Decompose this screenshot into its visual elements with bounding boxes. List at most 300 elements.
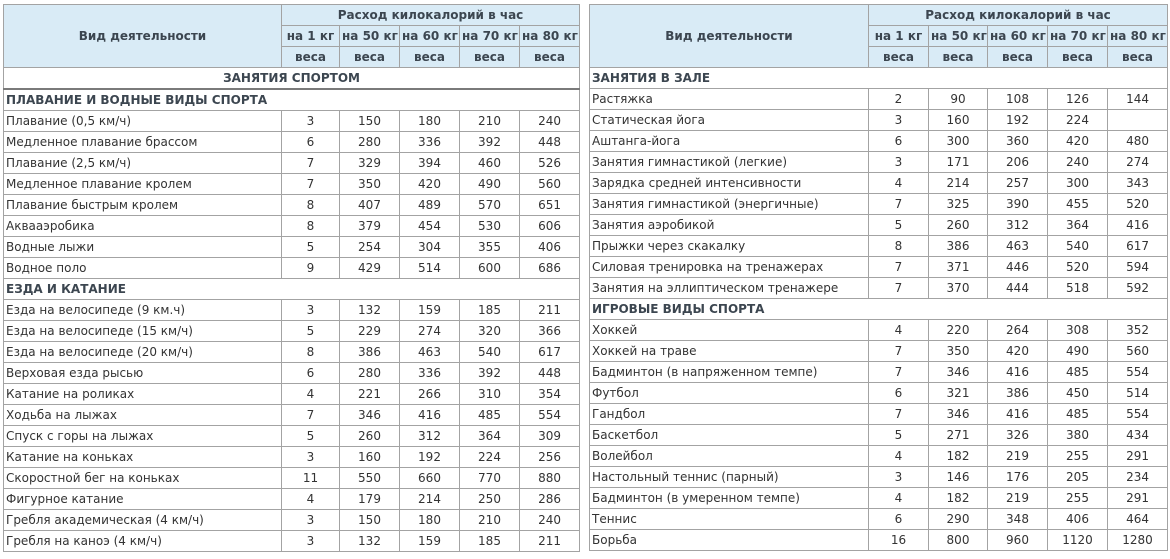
calorie-value: 264 [988,320,1048,341]
weight-header-unit: веса [1048,47,1108,68]
calorie-value: 617 [520,342,580,363]
calorie-value: 460 [460,153,520,174]
calorie-value: 550 [340,468,400,489]
table-row [590,362,1168,383]
calorie-value: 480 [1108,131,1168,152]
calorie-value: 1120 [1048,530,1108,551]
table-row [4,384,580,405]
activity-name: Баскетбол [590,425,869,446]
table-row [4,447,580,468]
calorie-value: 6 [869,131,929,152]
calorie-value: 343 [1108,173,1168,194]
calorie-value: 5 [869,425,929,446]
calorie-value: 346 [929,362,988,383]
section-heading-row [590,299,1168,320]
calorie-value: 8 [282,195,340,216]
activity-name: Медленное плавание брассом [4,132,282,153]
calories-column-header: Расход килокалорий в час [282,5,580,26]
calorie-value: 108 [988,89,1048,110]
table-row [4,468,580,489]
calorie-value: 686 [520,258,580,279]
table-row [590,509,1168,530]
calorie-value: 350 [929,341,988,362]
calorie-value: 8 [869,236,929,257]
calorie-value: 211 [520,531,580,552]
activity-name: Растяжка [590,89,869,110]
calorie-table-left [3,4,580,552]
calorie-value: 192 [400,447,460,468]
calorie-value: 221 [340,384,400,405]
section-heading: ЕЗДА И КАТАНИЕ [4,279,580,300]
activity-name: Аштанга-йога [590,131,869,152]
activity-name: Прыжки через скакалку [590,236,869,257]
calorie-value: 260 [340,426,400,447]
calorie-value: 560 [520,174,580,195]
activity-name: Катание на коньках [4,447,282,468]
calorie-value: 7 [869,362,929,383]
calorie-value: 4 [282,489,340,510]
calorie-value: 5 [869,215,929,236]
calorie-value: 3 [282,447,340,468]
calorie-value: 5 [282,321,340,342]
calorie-value: 463 [400,342,460,363]
calorie-value: 6 [282,132,340,153]
calorie-value: 336 [400,363,460,384]
activity-name: Верховая езда рысью [4,363,282,384]
section-heading-row [590,68,1168,89]
calorie-value: 420 [1048,131,1108,152]
calorie-value: 210 [460,510,520,531]
calorie-value: 518 [1048,278,1108,299]
calorie-value: 9 [282,258,340,279]
calorie-value: 416 [400,405,460,426]
weight-header: на 50 кг [340,26,400,47]
calorie-value: 444 [988,278,1048,299]
calorie-value: 554 [1108,404,1168,425]
calorie-value: 600 [460,258,520,279]
calorie-value: 7 [869,278,929,299]
calorie-value: 300 [929,131,988,152]
calorie-value: 291 [1108,488,1168,509]
calorie-value: 160 [929,110,988,131]
calorie-value: 219 [988,488,1048,509]
calorie-value: 540 [460,342,520,363]
table-row [590,320,1168,341]
calorie-value: 386 [929,236,988,257]
calorie-value: 185 [460,300,520,321]
table-title: ЗАНЯТИЯ СПОРТОМ [4,68,580,90]
calorie-value: 490 [1048,341,1108,362]
calorie-value: 394 [400,153,460,174]
weight-header: на 60 кг [988,26,1048,47]
calorie-value: 617 [1108,236,1168,257]
calorie-value: 386 [988,383,1048,404]
section-heading: ИГРОВЫЕ ВИДЫ СПОРТА [590,299,1168,320]
calorie-value: 366 [520,321,580,342]
calorie-value: 205 [1048,467,1108,488]
calorie-value: 370 [929,278,988,299]
calorie-value: 416 [988,362,1048,383]
table-row [4,405,580,426]
calorie-value: 570 [460,195,520,216]
calorie-value: 606 [520,216,580,237]
calorie-value: 463 [988,236,1048,257]
calorie-value: 304 [400,237,460,258]
table-row [590,110,1168,131]
calorie-value: 380 [1048,425,1108,446]
activity-name: Катание на роликах [4,384,282,405]
calorie-value: 416 [1108,215,1168,236]
table-row [4,132,580,153]
table-row [4,216,580,237]
calorie-value: 325 [929,194,988,215]
calorie-value: 448 [520,132,580,153]
calorie-value: 346 [929,404,988,425]
table-row [4,237,580,258]
weight-header-unit: веса [460,47,520,68]
table-row [4,489,580,510]
calorie-value: 3 [282,510,340,531]
calorie-value: 310 [460,384,520,405]
table-row [4,342,580,363]
calorie-table-right [589,4,1168,551]
weight-header: на 1 кг [869,26,929,47]
calorie-value: 185 [460,531,520,552]
calorie-value: 308 [1048,320,1108,341]
table-row [590,89,1168,110]
calorie-value: 530 [460,216,520,237]
calorie-value: 7 [282,405,340,426]
calorie-value: 250 [460,489,520,510]
calorie-value: 554 [1108,362,1168,383]
calorie-value: 182 [929,488,988,509]
calorie-value: 485 [1048,404,1108,425]
weight-header: на 1 кг [282,26,340,47]
weight-header-unit: веса [988,47,1048,68]
calorie-value: 254 [340,237,400,258]
calorie-value: 309 [520,426,580,447]
table-row [590,278,1168,299]
activity-name: Гребля академическая (4 км/ч) [4,510,282,531]
calorie-value: 336 [400,132,460,153]
activity-name: Хоккей [590,320,869,341]
activity-name: Занятия на эллиптическом тренажере [590,278,869,299]
calorie-value: 355 [460,237,520,258]
calorie-value: 429 [340,258,400,279]
calorie-value: 321 [929,383,988,404]
table-header [590,5,1168,68]
weight-header-unit: веса [929,47,988,68]
calorie-value: 256 [520,447,580,468]
activity-name: Водные лыжи [4,237,282,258]
calorie-value: 260 [929,215,988,236]
calorie-value: 554 [520,405,580,426]
calorie-value: 454 [400,216,460,237]
calorie-value: 132 [340,300,400,321]
table-row [4,510,580,531]
section-heading: ЗАНЯТИЯ В ЗАЛЕ [590,68,1168,89]
calorie-value: 2 [869,89,929,110]
calorie-value: 526 [520,153,580,174]
calorie-value: 150 [340,510,400,531]
calorie-value: 416 [988,404,1048,425]
calorie-value: 180 [400,510,460,531]
calorie-value: 144 [1108,89,1168,110]
weight-header-unit: веса [869,47,929,68]
table-row [4,426,580,447]
table-row [590,404,1168,425]
calorie-value: 4 [869,173,929,194]
activity-name: Хоккей на траве [590,341,869,362]
calorie-value: 450 [1048,383,1108,404]
calorie-value: 407 [340,195,400,216]
weight-header: на 70 кг [460,26,520,47]
activity-column-header: Вид деятельности [590,5,869,68]
calorie-value: 274 [1108,152,1168,173]
calorie-value: 4 [869,488,929,509]
calorie-value: 651 [520,195,580,216]
calorie-value: 489 [400,195,460,216]
activity-name: Водное поло [4,258,282,279]
calorie-value: 182 [929,446,988,467]
calorie-value: 520 [1048,257,1108,278]
calorie-value: 300 [1048,173,1108,194]
activity-name: Занятия аэробикой [590,215,869,236]
table-row [590,236,1168,257]
calorie-value: 8 [282,342,340,363]
calorie-value: 280 [340,132,400,153]
table-row [4,363,580,384]
calorie-value: 320 [460,321,520,342]
calorie-value: 286 [520,489,580,510]
activity-name: Езда на велосипеде (15 км/ч) [4,321,282,342]
calorie-value: 800 [929,530,988,551]
calorie-value: 392 [460,363,520,384]
table-row [590,131,1168,152]
activity-name: Теннис [590,509,869,530]
calorie-value: 392 [460,132,520,153]
table-row [590,215,1168,236]
table-body [590,68,1168,551]
calorie-value: 16 [869,530,929,551]
table-row [4,111,580,132]
calorie-value: 514 [400,258,460,279]
calorie-value: 7 [282,153,340,174]
calorie-value: 240 [1048,152,1108,173]
calorie-value: 3 [282,300,340,321]
table-row [590,152,1168,173]
calorie-value: 240 [520,111,580,132]
calorie-value: 5 [282,426,340,447]
calorie-value: 960 [988,530,1048,551]
calorie-value: 255 [1048,488,1108,509]
calorie-value: 371 [929,257,988,278]
calorie-value: 540 [1048,236,1108,257]
calorie-value: 7 [869,257,929,278]
calorie-value: 3 [869,467,929,488]
calorie-value: 280 [340,363,400,384]
calorie-value: 490 [460,174,520,195]
weight-header-unit: веса [340,47,400,68]
activity-name: Зарядка средней интенсивности [590,173,869,194]
calorie-value: 224 [460,447,520,468]
calorie-value: 206 [988,152,1048,173]
activity-name: Скоростной бег на коньках [4,468,282,489]
calorie-value: 880 [520,468,580,489]
calorie-value: 220 [929,320,988,341]
table-row [4,531,580,552]
activity-name: Статическая йога [590,110,869,131]
calorie-value: 7 [869,194,929,215]
calorie-value: 180 [400,111,460,132]
calorie-value: 1280 [1108,530,1168,551]
activity-name: Волейбол [590,446,869,467]
activity-name: Бадминтон (в напряженном темпе) [590,362,869,383]
activity-name: Настольный теннис (парный) [590,467,869,488]
section-heading-row [4,279,580,300]
calorie-value: 434 [1108,425,1168,446]
calorie-value: 312 [400,426,460,447]
calorie-value: 211 [520,300,580,321]
calorie-value: 485 [1048,362,1108,383]
calorie-value: 126 [1048,89,1108,110]
calorie-value: 329 [340,153,400,174]
activity-column-header: Вид деятельности [4,5,282,68]
calorie-value: 150 [340,111,400,132]
activity-name: Езда на велосипеде (9 км.ч) [4,300,282,321]
activity-name: Гандбол [590,404,869,425]
activity-name: Плавание (2,5 км/ч) [4,153,282,174]
calorie-value: 160 [340,447,400,468]
calorie-value: 379 [340,216,400,237]
activity-name: Силовая тренировка на тренажерах [590,257,869,278]
calorie-value: 214 [929,173,988,194]
activity-name: Езда на велосипеде (20 км/ч) [4,342,282,363]
calorie-value: 229 [340,321,400,342]
table-row [590,488,1168,509]
weight-header: на 60 кг [400,26,460,47]
calorie-value: 146 [929,467,988,488]
calorie-value: 7 [869,404,929,425]
activity-name: Занятия гимнастикой (энергичные) [590,194,869,215]
table-row [590,194,1168,215]
weight-header-unit: веса [400,47,460,68]
table-row [590,173,1168,194]
calorie-value: 271 [929,425,988,446]
calorie-value: 7 [869,341,929,362]
activity-name: Плавание (0,5 км/ч) [4,111,282,132]
calorie-value: 240 [520,510,580,531]
table-row [590,446,1168,467]
calorie-value: 3 [282,111,340,132]
weight-header-unit: веса [1108,47,1168,68]
calorie-value: 90 [929,89,988,110]
table-row [4,300,580,321]
calorie-value: 219 [988,446,1048,467]
activity-name: Спуск с горы на лыжах [4,426,282,447]
calorie-value: 257 [988,173,1048,194]
table-row [4,321,580,342]
calorie-value: 514 [1108,383,1168,404]
calorie-value: 290 [929,509,988,530]
header-row [4,5,580,26]
calorie-value: 192 [988,110,1048,131]
calorie-value: 485 [460,405,520,426]
weight-header: на 80 кг [520,26,580,47]
calorie-value: 364 [1048,215,1108,236]
calorie-value: 7 [282,174,340,195]
calorie-value: 5 [282,237,340,258]
calorie-value: 354 [520,384,580,405]
weight-header: на 80 кг [1108,26,1168,47]
calorie-value: 348 [988,509,1048,530]
calorie-value: 560 [1108,341,1168,362]
calorie-value: 214 [400,489,460,510]
calorie-value: 11 [282,468,340,489]
calorie-value: 346 [340,405,400,426]
calorie-value: 390 [988,194,1048,215]
activity-name: Борьба [590,530,869,551]
table-row [590,467,1168,488]
weight-header-unit: веса [282,47,340,68]
calorie-value: 446 [988,257,1048,278]
activity-name: Медленное плавание кролем [4,174,282,195]
table-row [4,258,580,279]
weight-header: на 70 кг [1048,26,1108,47]
calorie-value: 312 [988,215,1048,236]
calorie-value: 234 [1108,467,1168,488]
calorie-value: 291 [1108,446,1168,467]
calorie-value: 420 [988,341,1048,362]
section-heading: ПЛАВАНИЕ И ВОДНЫЕ ВИДЫ СПОРТА [4,89,580,111]
calories-column-header: Расход килокалорий в час [869,5,1168,26]
activity-name: Занятия гимнастикой (легкие) [590,152,869,173]
activity-name: Бадминтон (в умеренном темпе) [590,488,869,509]
weight-header: на 50 кг [929,26,988,47]
section-heading-row [4,89,580,111]
calorie-value: 6 [869,509,929,530]
activity-name: Гребля на каноэ (4 км/ч) [4,531,282,552]
calorie-value: 159 [400,531,460,552]
calorie-value: 770 [460,468,520,489]
activity-name: Плавание быстрым кролем [4,195,282,216]
calorie-value: 224 [1048,110,1108,131]
calorie-value: 3 [869,110,929,131]
calorie-value: 132 [340,531,400,552]
calorie-value: 592 [1108,278,1168,299]
calorie-value: 3 [282,531,340,552]
calorie-value: 364 [460,426,520,447]
calorie-value: 4 [869,446,929,467]
calorie-value: 326 [988,425,1048,446]
calorie-value: 352 [1108,320,1168,341]
calorie-value: 594 [1108,257,1168,278]
header-row [590,5,1168,26]
calorie-value: 406 [520,237,580,258]
activity-name: Футбол [590,383,869,404]
activity-name: Аквааэробика [4,216,282,237]
table-title-row [4,68,580,90]
calorie-value: 176 [988,467,1048,488]
table-row [590,257,1168,278]
calorie-value: 448 [520,363,580,384]
table-row [590,341,1168,362]
table-row [4,153,580,174]
activity-name: Ходьба на лыжах [4,405,282,426]
calorie-value: 159 [400,300,460,321]
table-row [590,425,1168,446]
calorie-value: 8 [282,216,340,237]
